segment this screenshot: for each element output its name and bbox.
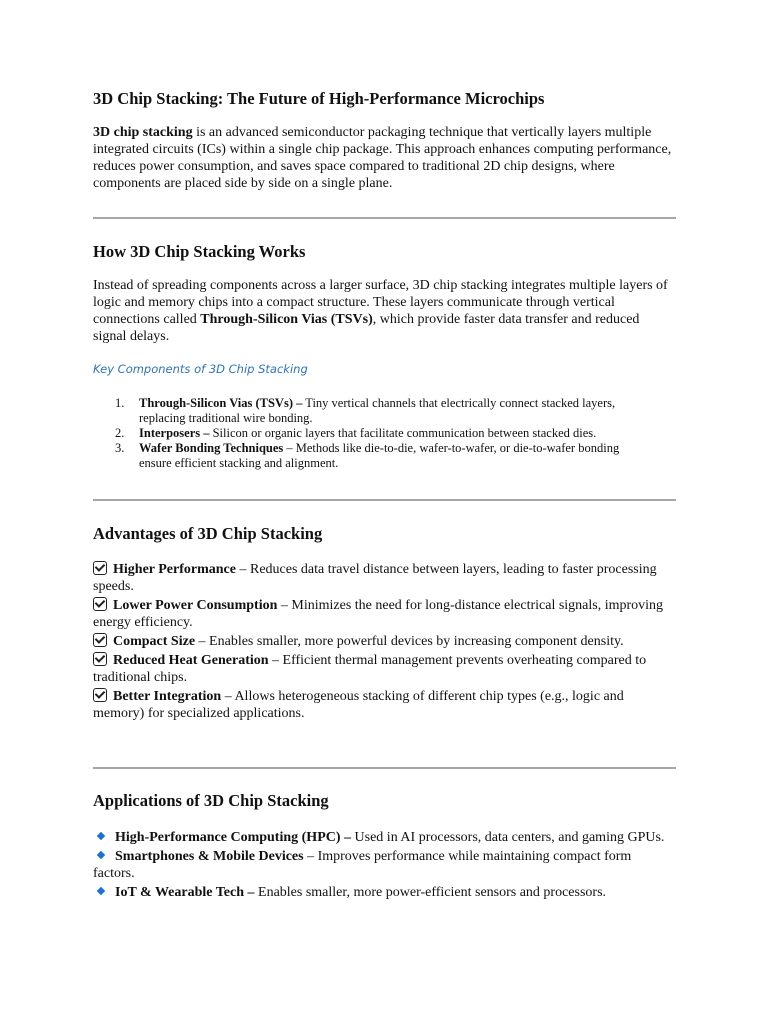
list-item	[93, 561, 676, 595]
list-text: Used in AI processors, data centers, and gaming GPUs.	[351, 830, 665, 845]
list-item	[93, 652, 676, 686]
list-item	[93, 426, 653, 441]
list-item	[93, 688, 676, 722]
list-term: Wafer Bonding Techniques	[139, 441, 284, 455]
list-item	[93, 396, 653, 426]
list-term: Better Integration	[113, 689, 222, 704]
list-item	[93, 597, 676, 631]
advantages-list	[93, 561, 676, 724]
list-text: – Improves performance while maintaining compact form factors.	[93, 849, 632, 881]
section-heading-how: How 3D Chip Stacking Works	[93, 242, 306, 261]
blue-diamond-icon	[97, 887, 105, 895]
list-number: 3.	[115, 441, 125, 455]
components-list	[93, 396, 653, 471]
page-title: 3D Chip Stacking: The Future of High-Performance Microchips	[93, 89, 545, 108]
section-divider	[93, 217, 676, 219]
how-term: Through-Silicon Vias (TSVs)	[200, 312, 373, 327]
list-item	[93, 884, 676, 901]
list-text: – Methods like die-to-die, wafer-to-wafer, or die-to-wafer bonding ensure efficient stacking and alignment.	[139, 441, 620, 470]
list-number: 1.	[115, 396, 125, 410]
list-item	[93, 633, 676, 650]
list-term: IoT & Wearable Tech –	[115, 885, 255, 900]
list-term: Higher Performance	[113, 562, 236, 577]
list-item	[93, 829, 676, 846]
how-paragraph	[93, 277, 676, 345]
list-text: – Enables smaller, more powerful devices by increasing component density.	[195, 634, 624, 649]
how-text-after: , which provide faster data transfer and reduced signal delays.	[93, 312, 640, 344]
blue-diamond-icon	[97, 832, 105, 840]
check-box-icon	[93, 633, 107, 647]
check-box-icon	[93, 688, 107, 702]
section-heading-applications: Applications of 3D Chip Stacking	[93, 791, 329, 810]
list-text: Silicon or organic layers that facilitate communication between stacked dies.	[209, 426, 597, 440]
intro-term: 3D chip stacking	[93, 125, 193, 140]
blue-diamond-icon	[97, 851, 105, 859]
list-text: Tiny vertical channels that electrically connect stacked layers, replacing traditional wire bonding.	[139, 396, 616, 425]
list-text: – Minimizes the need for long-distance electrical signals, improving energy efficiency.	[93, 598, 664, 630]
list-text: – Allows heterogeneous stacking of different chip types (e.g., logic and memory) for specialized applications.	[93, 689, 624, 721]
section-divider	[93, 499, 676, 501]
intro-paragraph	[93, 124, 676, 192]
list-term: Interposers –	[139, 426, 210, 440]
list-term: Compact Size	[113, 634, 196, 649]
check-box-icon	[93, 597, 107, 611]
list-item	[93, 848, 676, 882]
list-item	[93, 441, 653, 471]
check-box-icon	[93, 652, 107, 666]
list-text: – Reduces data travel distance between layers, leading to faster processing speeds.	[93, 562, 657, 594]
list-term: Lower Power Consumption	[113, 598, 278, 613]
list-text: Enables smaller, more power-efficient sensors and processors.	[254, 885, 607, 900]
list-term: Through-Silicon Vias (TSVs) –	[139, 396, 303, 410]
applications-list	[93, 829, 676, 903]
list-number: 2.	[115, 426, 125, 440]
list-term: Smartphones & Mobile Devices	[115, 849, 304, 864]
list-text: – Efficient thermal management prevents overheating compared to traditional chips.	[93, 653, 647, 685]
key-components-subheading: Key Components of 3D Chip Stacking	[93, 362, 308, 376]
how-text-before: Instead of spreading components across a larger surface, 3D chip stacking integrates multiple layers of logic and memory chips into a compact structure. These layers communicate through vertical connections called	[93, 278, 668, 327]
check-box-icon	[93, 561, 107, 575]
section-heading-advantages: Advantages of 3D Chip Stacking	[93, 524, 323, 543]
list-term: High-Performance Computing (HPC) –	[115, 830, 352, 845]
list-term: Reduced Heat Generation	[113, 653, 269, 668]
section-divider	[93, 767, 676, 769]
intro-text: is an advanced semiconductor packaging technique that vertically layers multiple integrated circuits (ICs) within a single chip package. This approach enhances computing performance, reduces power consumption, and saves space compared to traditional 2D chip designs, where components are placed side by side on a single plane.	[93, 125, 672, 191]
